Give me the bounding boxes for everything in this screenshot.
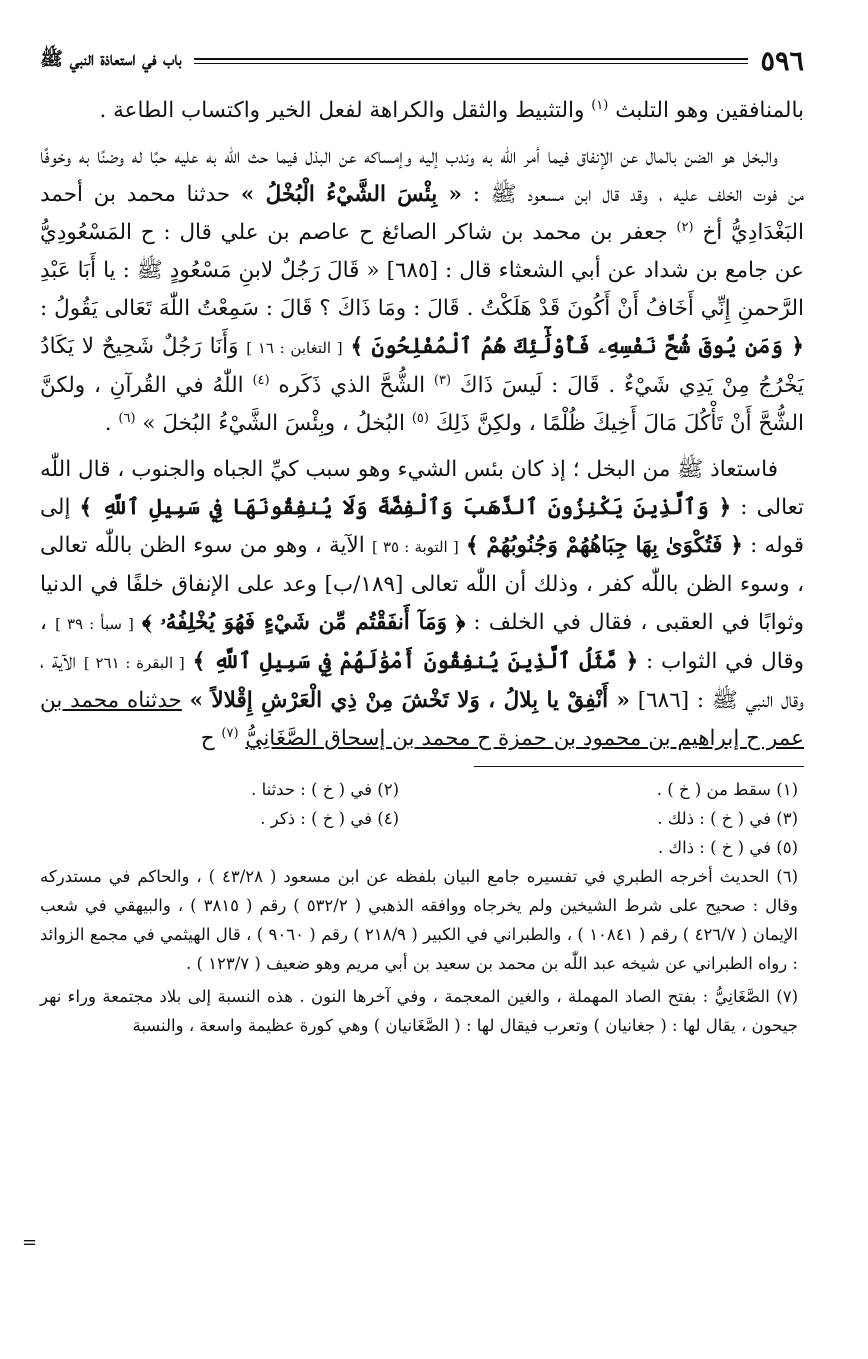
footnote-ref-1: (١) — [591, 97, 609, 113]
paragraph-3 — [40, 451, 804, 758]
text-segment: . — [104, 411, 112, 436]
footnote-5: (٥) في ( خ ) : ذاك . — [658, 838, 798, 857]
text-segment: حدثنا محمد بن أحمد البَغْدَادِيُّ أخ — [40, 182, 805, 245]
hadith-text: الشُّحَّ الذي ذَكَره — [278, 373, 426, 398]
footnote-1: (١) سقط من ( خ ) . — [656, 780, 798, 799]
footnote-3: (٣) في ( خ ) : ذلك . — [657, 809, 798, 828]
page-header — [40, 40, 804, 82]
footnote-6: (٦) الحديث أخرجه الطبري في تفسيره جامع البيان بلفظه عن ابن مسعود ( ٤٣/٢٨ ) ، والحاكم في مستدركه وقال : صحيح على شرط الشيخين ولم يخرجاه ووافقه الذهبي ( ٥٣٢/٢ ) رقم ( ٣٨١٥ ) ، والبيهقي في شعب الإيمان ( ٤٢٦/٧ ) رقم ( ١٠٨٤١ ) ، والطبراني في الكبير ( ٢١٨/٩ ) رقم ( ٩٠٦٠ ) ، قال الهيثمي في مجمع الزوائد : رواه الطبراني عن شيخه عبد اللّٰه بن محمد بن سعيد بن أبي مريم وهو ضعيف ( ١٢٣/٧ ) . — [40, 867, 798, 973]
hadith-text: البُخلُ ، وبِئْسَ الشَّيْءُ البُخلَ » — [142, 411, 405, 436]
text-segment: إلى قوله : — [40, 495, 804, 558]
text-segment: حدثناه محمد بن عمر ح إبراهيم بن محمود بن حمزة ح محمد بن إسحاق الصَّغَانِيُّ — [40, 688, 804, 751]
footnote-7-text: (٧) الصَّغَانِيُّ : بفتح الصاد المهملة ، والغين المعجمة ، وفي آخرها النون . هذه النسبة إلى بلاد مجتمعة وراء نهر جيحون ، يقال لها : ( جغانيان ) وتعرب فيقال لها : ( الصَّغَانيان ) وهي كورة عظيمة واسعة ، والنسبة — [40, 987, 798, 1035]
footnote-ref-7: (٧) — [221, 725, 239, 741]
verse-reference: [ التوبة : ٣٥ ] — [371, 538, 459, 556]
header-rule — [194, 58, 749, 64]
text-segment: جعفر بن محمد بن شاكر الصائغ ح عاصم بن علي قال : ح المَسْعُودِيُّ عن جامع بن شداد عن أبي الشعثاء قال : [٦٨٥] — [40, 220, 804, 283]
footnote-ref-3: (٣) — [433, 372, 452, 388]
quran-verse: ﴿ وَمَن يُوقَ شُحَّ نَفْسِهِۦ فَأُوْلَٰٓئِكَ هُمُ ٱلْمُفْلِحُونَ ﴾ — [350, 334, 804, 359]
text-segment: الآية ، وقال النبي ﷺ : [٦٨٦] — [40, 649, 804, 713]
hadith-text: اللّٰهُ في القُرآنِ ، ولكنَّ الشُّحَّ أَنْ تَأْكُلَ مَالَ أَخِيكَ ظُلْمًا ، ولكِنَّ ذَلِكَ — [40, 373, 804, 436]
footnote-ref-4: (٤) — [252, 372, 270, 388]
hadith-quote: « بِئْسَ الشَّيْءُ الْبُخْلُ » — [240, 182, 462, 207]
continuation-mark: = — [22, 1232, 38, 1253]
running-title: باب في استعاذة النبي ﷺ — [40, 48, 182, 70]
text-segment: والبخل هو الضن بالمال عن الإنفاق فيما أمر اللّٰه به وندب إليه وإمساكه عن البذل فيما حث اللّٰه به عليه حبًا له وضنًا به وخوفًا من فوت الخلف عليه ، وقد قال ابن مسعود ﷺ : — [40, 144, 804, 207]
text-segment: ، وقال في الثواب : — [40, 610, 805, 674]
quran-verse: ﴿ وَٱلَّذِينَ يَكْنِزُونَ ٱلذَّهَبَ وَٱلْفِضَّةَ وَلَا يُنفِقُونَهَا فِي سَبِيلِ ٱللَّهِ ﴾ — [79, 495, 732, 520]
text-segment: الآية ، وهو من سوء الظن باللّٰه تعالى ، وسوء الظن باللّٰه كفر ، وذلك أن اللّٰه تعالى [١٨٩/ب] وعد على الإنفاق خلفًا في الدنيا وثوابًا في العقبى ، فقال في الخلف : — [40, 533, 805, 635]
page-number: ٥٩٦ — [760, 45, 804, 77]
text-segment: ح — [200, 726, 215, 751]
footnote-separator — [474, 766, 804, 767]
hadith-text: « قَالَ رَجُلٌ لابنِ مَسْعُودٍ ﷺ : يا أَبَا عَبْدِ الرَّحمنِ إِنِّي أَخَافُ أَنْ أَكُونَ قَدْ هَلَكْتُ . قَالَ : ومَا ذَاكَ ؟ قَالَ : سَمِعْتُ اللّٰهَ تَعَالى يَقُولُ : — [40, 258, 804, 321]
footnotes — [40, 775, 804, 1040]
hadith-text: وَأَنَا رَجُلٌ شَحِيحٌ لا يَكَادُ يَخْرُجُ مِنْ يَدِي شَيْءٌ . قَالَ : لَيسَ ذَاكَ — [40, 334, 805, 398]
verse-reference: [ التغابن : ١٦ ] — [246, 339, 343, 357]
paragraph-2 — [40, 138, 804, 443]
main-text — [40, 92, 804, 758]
text-segment: فاستعاذ ﷺ من البخل ؛ إذ كان بئس الشيء وهو سبب كيِّ الجباه والجنوب ، قال اللّٰه تعالى : — [40, 457, 804, 520]
verse-reference: [ البقرة : ٢٦١ ] — [83, 654, 185, 672]
quran-verse: ﴿ مَّثَلُ ٱلَّذِينَ يُنفِقُونَ أَمْوَٰلَهُمْ فِي سَبِيلِ ٱللَّهِ ﴾ — [192, 649, 639, 674]
footnote-4: (٤) في ( خ ) : ذكر . — [260, 809, 399, 828]
verse-reference: [ سبأ : ٣٩ ] — [55, 615, 134, 633]
footnote-ref-2: (٢) — [676, 219, 694, 235]
text-segment: بالمنافقين وهو التلبث — [615, 98, 804, 123]
quran-verse: ﴿ فَتُكْوَىٰ بِهَا جِبَاهُهُمْ وَجُنُوبُهُمْ ﴾ — [465, 533, 743, 558]
footnote-7 — [40, 982, 804, 1040]
footnote-ref-5: (٥) — [411, 410, 429, 426]
quran-verse: ﴿ وَمَآ أَنفَقْتُم مِّن شَيْءٍ فَهُوَ يُخْلِفُهُۥ ﴾ — [141, 610, 466, 635]
paragraph-1 — [40, 92, 804, 130]
footnote-2: (٢) في ( خ ) : حدثنا . — [251, 780, 399, 799]
footnote-empty — [40, 833, 399, 862]
hadith-quote: « أَنْفِقْ يا بِلالُ ، وَلا تَخْشَ مِنْ ذِي الْعَرْشِ إِقْلالاً » — [189, 688, 630, 713]
footnote-ref-6: (٦) — [118, 410, 136, 426]
short-footnotes — [40, 775, 804, 862]
text-segment: والتثبيط والثقل والكراهة لفعل الخير واكتساب الطاعة . — [99, 98, 585, 123]
